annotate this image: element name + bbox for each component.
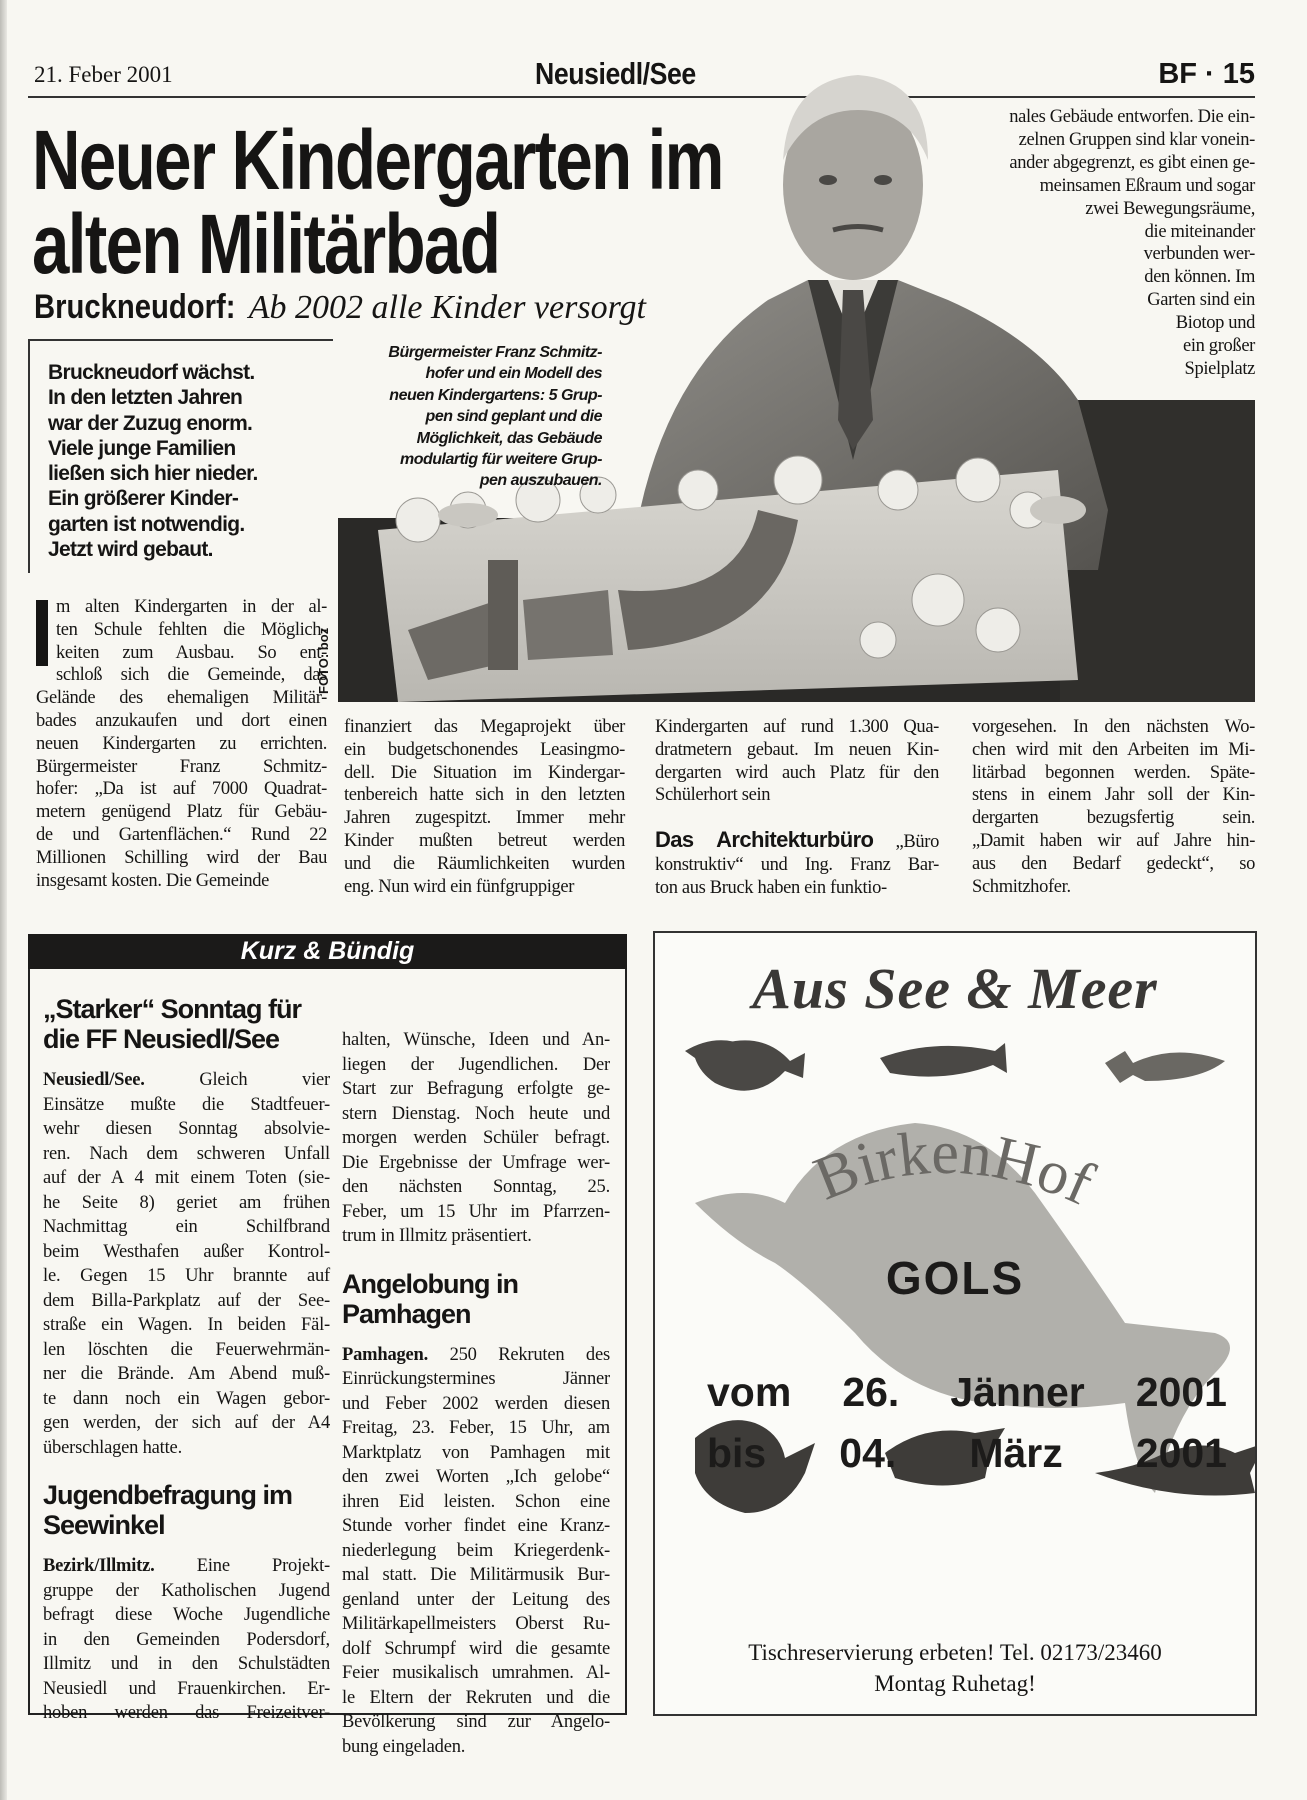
text-line: „Damit haben wir auf Jahre hin- [972, 830, 1255, 851]
text-line: meinsamen Eßraum und sogar [1039, 175, 1255, 196]
text-line: he Seite 8) geriet am frühen [43, 1192, 330, 1213]
text-line: stens in einem Jahr soll der Kin- [972, 785, 1255, 806]
text-line: Viele junge Familien [48, 436, 236, 460]
text-line: ihren Eid leisten. Schon eine [342, 1491, 610, 1512]
text-line: Militärkapellmeisters Oberst Ru- [342, 1614, 610, 1634]
date-word: 2001 [1135, 1369, 1227, 1415]
text-line: pen auszubauen. [479, 472, 602, 490]
heading-line: Pamhagen [342, 1298, 471, 1329]
text-line: Kindergarten auf rund 1.300 Qua- [655, 717, 939, 737]
subhead-location: Bruckneudorf: [34, 288, 236, 326]
text-line: überschlagen hatte. [43, 1437, 182, 1458]
article-column-4 [972, 716, 1255, 898]
text-line: ner die Brände. Am Abend muß- [43, 1364, 330, 1384]
section-title: Neusiedl/See [535, 56, 696, 91]
text-line: le. Gegen 15 Uhr brannte auf [43, 1266, 330, 1286]
text-line: stern Dienstag. Noch heute und [342, 1103, 610, 1124]
text-line: die miteinander [1144, 221, 1255, 242]
text-fragment: „Büro [873, 832, 939, 853]
dateline: Bezirk/Illmitz. [43, 1556, 155, 1576]
text-line: Illmitz und in den Schulstädten [43, 1654, 330, 1674]
text-line: keiten zum Ausbau. So ent- [56, 642, 327, 663]
date-word: 26. [842, 1369, 900, 1415]
text-fragment: 250 Rekruten des [428, 1344, 610, 1365]
text-line [655, 829, 939, 854]
date-word: bis [707, 1430, 767, 1476]
text-line: ren. Nach dem schweren Unfall [43, 1143, 330, 1164]
text-fragment: Eine Projekt- [154, 1556, 330, 1576]
date-word: 04. [839, 1430, 897, 1476]
scan-edge [0, 0, 7, 1800]
text-line: Bürgermeister Franz Schmitz- [36, 756, 327, 777]
text-line: Schülerhort sein [655, 785, 771, 806]
text-line: de und Gartenflächen.“ Rund 22 [36, 824, 327, 845]
text-line: Freitag, 23. Feber, 15 Uhr, am [342, 1418, 610, 1438]
text-line: Feber, um 15 Uhr im Pfarrzen- [342, 1201, 610, 1222]
text-line: befragt diese Woche Jugendliche [43, 1605, 330, 1625]
text-line: Bevölkerung sind zur Angelo- [342, 1712, 610, 1732]
text-line: wehr diesen Sonntag absolvie- [43, 1119, 330, 1139]
text-line: niederlegung beim Kriegerdenk- [342, 1540, 610, 1561]
text-line: dratmetern gebaut. Im neuen Kin- [655, 739, 939, 760]
text-line: vorgesehen. In den nächsten Wo- [972, 717, 1255, 737]
text-line [342, 1343, 610, 1368]
text-line: zelnen Gruppen sind klar vonein- [1018, 129, 1255, 150]
text-line: Die Ergebnisse der Umfrage wer- [342, 1152, 610, 1173]
text-line [43, 1554, 330, 1579]
text-line: dolf Schrumpf wird die gesamte [342, 1638, 610, 1659]
text-line: hoben werden das Freizeitver- [43, 1703, 330, 1723]
text-line: Einrückungstermines Jänner [342, 1369, 610, 1389]
text-line: verbunden wer- [1143, 244, 1255, 265]
text-line: Gelände des ehemaligen Militär- [36, 688, 327, 709]
text-line: und Feber 2002 werden diesen [342, 1393, 610, 1414]
text-line: den können. Im [1144, 267, 1255, 288]
text-line: tenbereich hatte sich in den letzten [344, 785, 625, 806]
date-word: März [969, 1430, 1063, 1476]
text-line: nales Gebäude entworfen. Die ein- [1009, 107, 1255, 127]
text-line: dem Billa-Parkplatz auf der See- [43, 1290, 330, 1311]
ad-title: Aus See & Meer [752, 956, 1158, 1021]
text-line: zwei Bewegungsräume, [1085, 198, 1255, 219]
text-line: litärbad begonnen werden. Späte- [972, 762, 1255, 783]
ad-artwork [655, 933, 1255, 1714]
article-column-2 [344, 716, 625, 898]
text-line: metern genügend Platz für Gebäu- [36, 802, 327, 823]
intro-text [48, 360, 258, 562]
text-line: den nächsten Sonntag, 25. [342, 1177, 610, 1197]
birkenhof-advertisement [653, 931, 1257, 1716]
text-line: Neusiedl und Frauenkirchen. Er- [43, 1678, 330, 1699]
text-line: bung eingeladen. [342, 1736, 466, 1757]
text-line: hofer: „Da ist auf 7000 Quadrat- [36, 779, 327, 800]
headline [32, 113, 723, 291]
text-line: trum in Illmitz präsentiert. [342, 1226, 532, 1246]
date-word: 2001 [1135, 1430, 1227, 1476]
text-line: genland unter der Leitung des [342, 1589, 610, 1610]
text-line: garten ist notwendig. [48, 512, 245, 536]
headline-line: Neuer Kindergarten im [32, 113, 723, 207]
text-line: Einsätze mußte die Stadtfeuer- [43, 1094, 330, 1115]
text-line: Marktplatz von Pamhagen mit [342, 1442, 610, 1463]
text-line: ander abgegrenzt, es gibt einen ge- [1009, 152, 1255, 173]
text-line: pen sind geplant und die [425, 408, 602, 426]
closing-day: Montag Ruhetag! [874, 1671, 1036, 1696]
article-column-top-right [960, 106, 1255, 381]
kurz-buendig-title: Kurz & Bündig [240, 937, 415, 965]
text-line: aus den Bedarf gedeckt“, so [972, 853, 1255, 874]
text-line: finanziert das Megaprojekt über [344, 717, 625, 737]
dateline: Neusiedl/See. [43, 1070, 145, 1090]
text-line: war der Zuzug enorm. [48, 411, 253, 435]
architect-subhead: Das Architekturbüro [655, 827, 874, 853]
text-line: neuen Kindergarten zu errichten. [36, 733, 327, 754]
text-line: Bürgermeister Franz Schmitz- [388, 344, 602, 361]
heading-line: „Starker“ Sonntag für [43, 994, 302, 1024]
page-number: BF · 15 [1158, 58, 1255, 90]
text-line: ließen sich hier nieder. [48, 462, 258, 486]
text-line: ten Schule fehlten die Möglich- [56, 619, 327, 640]
text-line: Kinder mußten betreut werden [344, 830, 625, 851]
text-line: gruppe der Katholischen Jugend [43, 1580, 330, 1601]
text-line: dergarten wird auch Platz für den [655, 762, 939, 783]
text-line: Bruckneudorf wächst. [48, 361, 255, 384]
headline-line: alten Militärbad [32, 197, 500, 291]
reservation-phone: Tischreservierung erbeten! Tel. 02173/23460 [748, 1640, 1162, 1665]
text-line: auf der A 4 mit einem Toten (sie- [43, 1168, 330, 1188]
text-line: straße ein Wagen. In beiden Fäl- [43, 1315, 330, 1335]
text-line: Garten sind ein [1147, 290, 1255, 311]
ad-date-to [707, 1430, 1227, 1477]
text-line [43, 1068, 330, 1093]
date-word: Jänner [950, 1369, 1085, 1415]
heading-line: Jugendbefragung im [43, 1480, 293, 1510]
text-line: Ein größerer Kinder- [48, 487, 239, 511]
kurz-column-1 [43, 994, 330, 1726]
article-column-1 [36, 596, 327, 892]
text-line: bades anzukaufen und dort einen [36, 710, 327, 731]
ad-contact [655, 1637, 1255, 1699]
text-line: Nachmittag ein Schilfbrand [43, 1217, 330, 1237]
kurz-column-2 [342, 1028, 610, 1759]
intro-box-rule [28, 339, 333, 341]
text-line: len löschten die Feuerwehrmän- [43, 1339, 330, 1360]
text-line: Jetzt wird gebaut. [48, 538, 213, 562]
text-line: Jahren zugespitzt. Immer mehr [344, 808, 625, 829]
text-line: gen werden, der sich auf der A4 [43, 1413, 330, 1433]
text-line: chen wird mit den Arbeiten im Mi- [972, 739, 1255, 760]
article-column-3 [655, 716, 939, 900]
text-line: Biotop und [1175, 313, 1255, 334]
text-line: mal statt. Die Militärmusik Bur- [342, 1565, 610, 1585]
text-line: m alten Kindergarten in der al- [56, 597, 327, 617]
brand-name: BirkenHof [805, 1118, 1103, 1219]
text-line: Start zur Befragung erfolgte ge- [342, 1079, 610, 1099]
text-line: Schmitzhofer. [972, 876, 1071, 897]
text-line: und die Räumlichkeiten wurden [344, 853, 625, 874]
text-line: le Eltern der Rekruten und die [342, 1687, 610, 1708]
text-line: Feier musikalisch umrahmen. Al- [342, 1663, 610, 1683]
news-heading-ff-neusiedl [43, 994, 330, 1054]
text-line: liegen der Jugendlichen. Der [342, 1054, 610, 1075]
text-line: eng. Nun wird ein fünfgruppiger [344, 876, 575, 897]
text-line: neuen Kindergartens: 5 Grup- [389, 386, 602, 404]
news-heading-jugendbefragung [43, 1480, 330, 1540]
text-line: Möglichkeit, das Gebäude [416, 429, 602, 447]
heading-line: Angelobung in [342, 1268, 518, 1299]
text-fragment: Gleich vier [144, 1070, 330, 1090]
text-line: dergarten bezugsfertig sein. [972, 808, 1255, 829]
text-line: Stunde vorher findet eine Kranz- [342, 1516, 610, 1536]
text-line: insgesamt kosten. Die Gemeinde [36, 870, 270, 891]
text-line: dell. Die Situation im Kindergar- [344, 762, 625, 783]
text-line: schloß sich die Gemeinde, das [56, 665, 327, 686]
heading-line: Seewinkel [43, 1510, 165, 1540]
subheadline [34, 288, 646, 327]
date-word: vom [707, 1369, 792, 1415]
drop-cap [36, 600, 48, 666]
subhead-text: Ab 2002 alle Kinder versorgt [248, 289, 646, 326]
text-line: morgen werden Schüler befragt. [342, 1128, 610, 1148]
text-line: beim Westhafen außer Kontrol- [43, 1241, 330, 1262]
photo-caption [340, 342, 602, 492]
photo-credit: FOTO: boz [316, 627, 331, 694]
text-line: In den letzten Jahren [48, 386, 243, 410]
text-line: den zwei Worten „Ich gelobe“ [342, 1467, 610, 1487]
text-line: ton aus Bruck haben ein funktio- [655, 877, 887, 898]
text-line: halten, Wünsche, Ideen und An- [342, 1030, 610, 1050]
news-heading-angelobung [342, 1269, 610, 1329]
text-line: konstruktiv“ und Ing. Franz Bar- [655, 854, 939, 875]
ad-town: GOLS [885, 1252, 1025, 1304]
text-line: ein budgetschonendes Leasingmo- [344, 739, 625, 760]
text-line: Millionen Schilling wird der Bau [36, 847, 327, 868]
dateline: Pamhagen. [342, 1344, 429, 1365]
ad-date-from [707, 1369, 1227, 1416]
text-line: hofer und ein Modell des [425, 365, 602, 383]
text-line: in den Gemeinden Podersdorf, [43, 1629, 330, 1650]
text-line: ein großer [1182, 336, 1255, 357]
text-line: te dann noch ein Wagen gebor- [43, 1388, 330, 1409]
small-fish-top-row-icons [685, 1040, 1225, 1090]
heading-line: die FF Neusiedl/See [43, 1024, 280, 1054]
text-line: modulartig für weitere Grup- [399, 451, 602, 469]
issue-date: 21. Feber 2001 [34, 62, 173, 87]
text-line: Spielplatz [1184, 358, 1255, 379]
